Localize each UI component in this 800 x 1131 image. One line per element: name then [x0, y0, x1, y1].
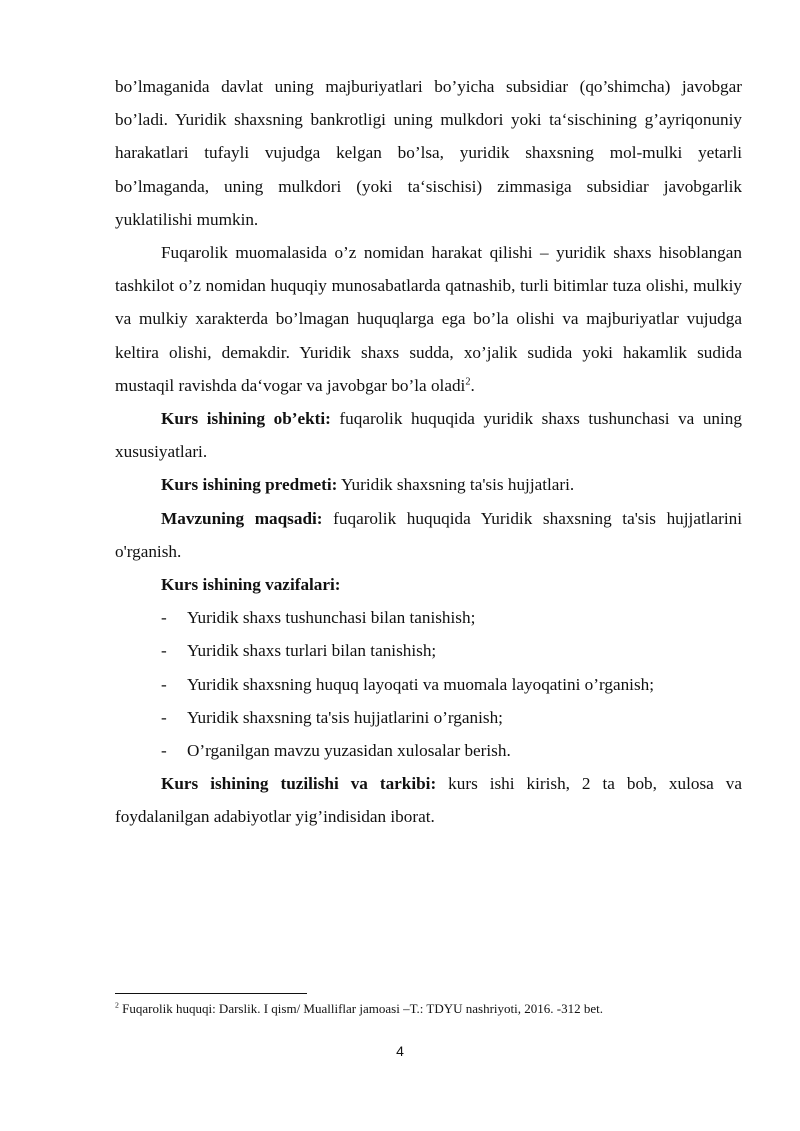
list-item-text: Yuridik shaxs tushunchasi bilan tanishish; — [187, 608, 476, 628]
paragraph-object — [115, 402, 742, 468]
list-item-text: Yuridik shaxsning ta'sis hujjatlarini o’rganish; — [187, 707, 503, 727]
paragraph-structure — [115, 767, 742, 833]
list-item-text: O’rganilgan mavzu yuzasidan xulosalar berish. — [187, 741, 511, 761]
footnote-reference[interactable]: 2 — [465, 376, 471, 388]
paragraph-civil-circulation-text: Fuqarolik muomalasida o’z nomidan harakat qilishi – yuridik shaxs hisoblangan tashkilot o’z nomidan huquqiy munosabatlarda qatnashib, turli bitimlar tuza olishi, mulkiy va mulkiy xarakterda bo’lmagan huquqlarga ega bo’la olishi va majburiyatlar vujudga keltira olishi, demakdir. Yuridik shaxs sudda, xo’jalik sudida yoki hakamlik sudida mustaqil ravishda da‘vogar va javobgar bo’la oladi — [115, 243, 742, 395]
footnote-text: Fuqarolik huquqi: Darslik. I qism/ Mualliflar jamoasi –T.: TDYU nashriyoti, 2016. -312 bet. — [118, 1001, 603, 1016]
structure-label: Kurs ishining tuzilishi va tarkibi: — [161, 774, 437, 794]
subject-label: Kurs ishining predmeti: — [161, 475, 338, 495]
object-label: Kurs ishining ob’ekti: — [161, 409, 331, 429]
list-item-text: Yuridik shaxsning huquq layoqati va muomala layoqatini o’rganish; — [187, 674, 655, 694]
paragraph-subject — [115, 468, 742, 501]
list-item-text: Yuridik shaxs turlari bilan tanishish; — [187, 641, 437, 661]
list-dash: - — [161, 674, 167, 694]
footnote-mark: 2 — [115, 1000, 119, 1010]
footnote-separator — [115, 993, 307, 994]
tasks-list — [115, 601, 742, 767]
paragraph-end-period: . — [470, 375, 475, 395]
list-item — [115, 601, 742, 634]
paragraph-tasks-heading — [115, 568, 742, 601]
tasks-label: Kurs ishining vazifalari: — [161, 575, 341, 595]
list-item — [115, 668, 742, 701]
goal-text: fuqarolik huquqida Yuridik shaxsning ta'sis hujjatlarini o'rganish. — [115, 508, 742, 561]
paragraph-goal — [115, 502, 742, 568]
list-dash: - — [161, 741, 167, 761]
list-item — [115, 634, 742, 667]
list-dash: - — [161, 707, 167, 727]
body-text — [115, 70, 742, 834]
list-dash: - — [161, 641, 167, 661]
structure-text: kurs ishi kirish, 2 ta bob, xulosa va foydalanilgan adabiyotlar yig’indisidan iborat. — [115, 774, 742, 827]
list-item — [115, 701, 742, 734]
goal-label: Mavzuning maqsadi: — [161, 508, 323, 528]
list-dash: - — [161, 608, 167, 628]
paragraph-civil-circulation — [115, 236, 742, 402]
paragraph-intro: bo’lmaganida davlat uning majburiyatlari bo’yicha subsidiar (qo’shimcha) javobgar bo’ladi. Yuridik shaxsning bankrotligi uning mulkdori yoki ta‘sischining g’ayriqonuniy harakatlari tufayli vujudga kelgan bo’lsa, yuridik shaxsning mol-mulki yetarli bo’lmaganda, uning mulkdori (yoki ta‘sischisi) zimmasiga subsidiar javobgarlik yuklatilishi mumkin. — [115, 77, 742, 229]
footnote — [115, 1000, 755, 1018]
page-number: 4 — [396, 1043, 404, 1059]
subject-text: Yuridik shaxsning ta'sis hujjatlari. — [337, 475, 575, 495]
object-text: fuqarolik huquqida yuridik shaxs tushunchasi va uning xususiyatlari. — [115, 409, 742, 462]
list-item — [115, 734, 742, 767]
